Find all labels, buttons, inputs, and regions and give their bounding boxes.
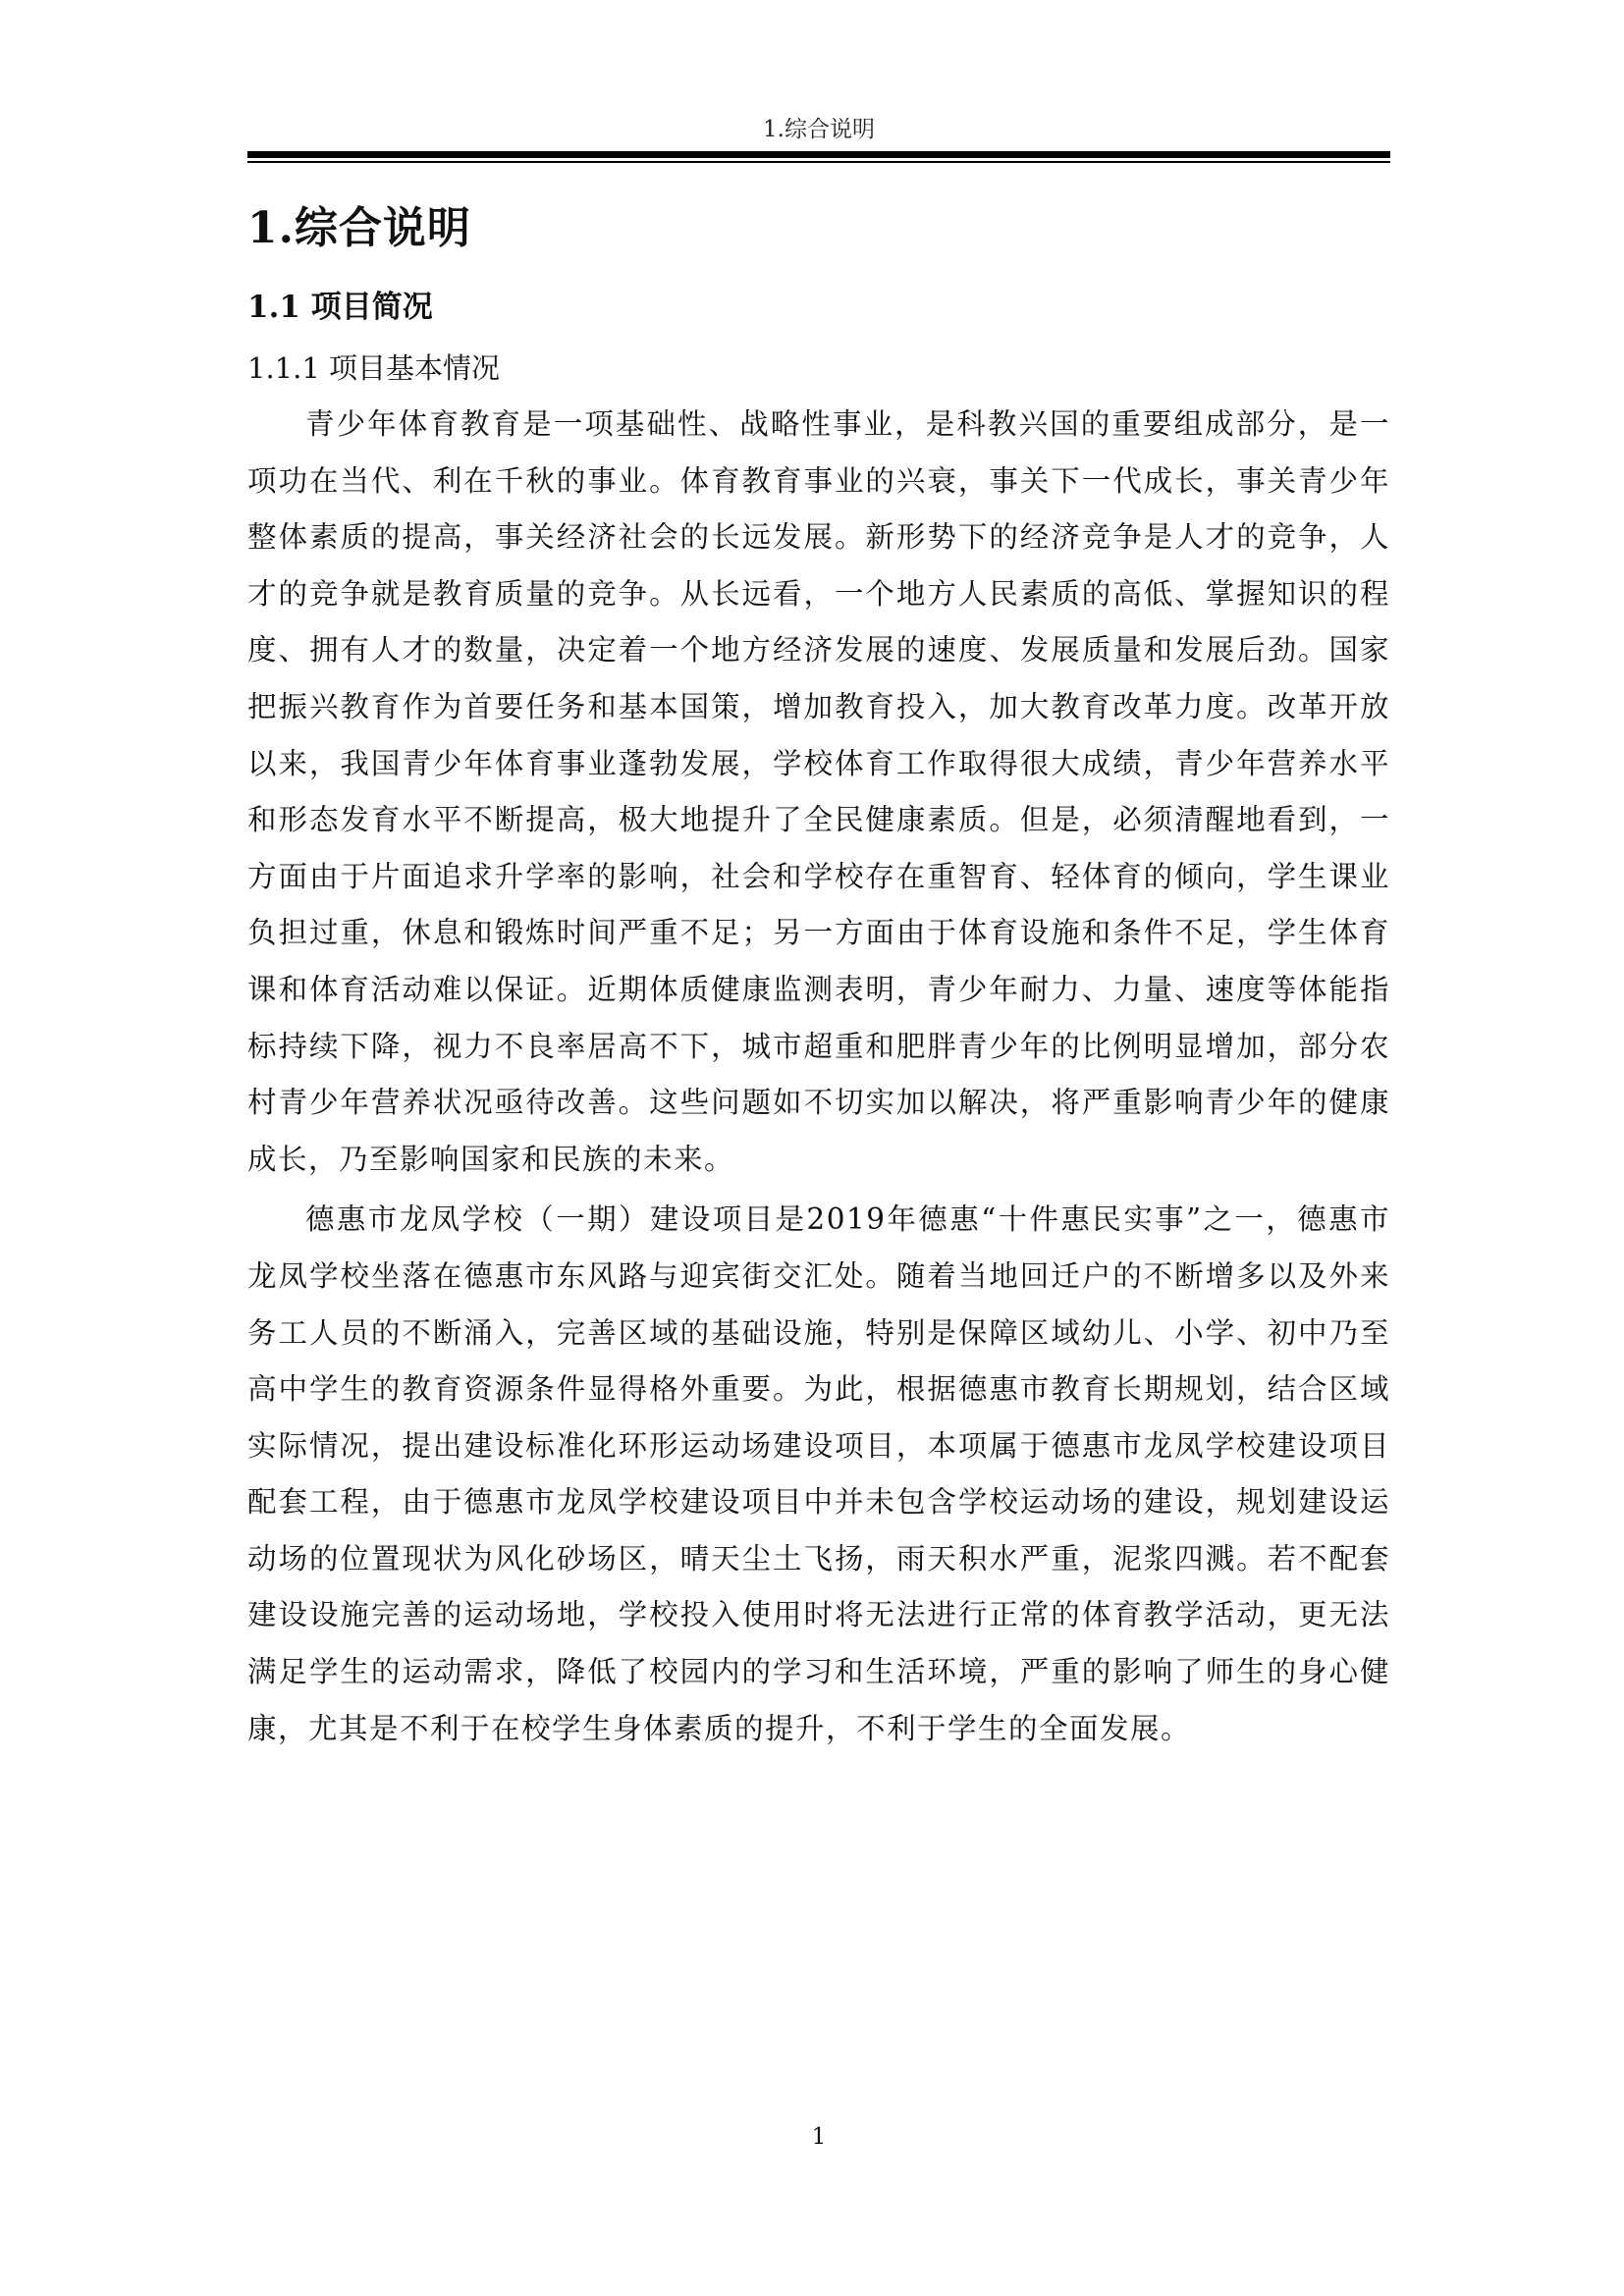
- running-header: 1.综合说明: [763, 117, 875, 142]
- page-content: [247, 196, 1390, 1757]
- section-title: 1.1 项目简况: [247, 290, 433, 325]
- header-rule-thick: [247, 151, 1390, 158]
- chapter-title: 1.综合说明: [247, 203, 471, 253]
- page-number: 1: [811, 2124, 827, 2150]
- body-paragraph-2: 德惠市龙凤学校（一期）建设项目是2019年德惠“十件惠民实事”之一，德惠市龙凤学校坐落在德惠市东风路与迎宾街交汇处。随着当地回迁户的不断增多以及外来务工人员的不断涌入，完善区域的基础设施，特别是保障区域幼儿、小学、初中乃至高中学生的教育资源条件显得格外重要。为此，根据德惠市教育长期规划，结合区域实际情况，提出建设标准化环形运动场建设项目，本项属于德惠市龙凤学校建设项目配套工程，由于德惠市龙凤学校建设项目中并未包含学校运动场的建设，规划建设运动场的位置现状为风化砂场区，晴天尘土飞扬，雨天积水严重，泥浆四溅。若不配套建设设施完善的运动场地，学校投入使用时将无法进行正常的体育教学活动，更无法满足学生的运动需求，降低了校园内的学习和生活环境，严重的影响了师生的身心健康，尤其是不利于在校学生身体素质的提升，不利于学生的全面发展。: [247, 1202, 1390, 1745]
- subsection-title: 1.1.1 项目基本情况: [247, 351, 501, 385]
- body-paragraph-1: 青少年体育教育是一项基础性、战略性事业，是科教兴国的重要组成部分，是一项功在当代、利在千秋的事业。体育教育事业的兴衰，事关下一代成长，事关青少年整体素质的提高，事关经济社会的长远发展。新形势下的经济竞争是人才的竞争，人才的竞争就是教育质量的竞争。从长远看，一个地方人民素质的高低、掌握知识的程度、拥有人才的数量，决定着一个地方经济发展的速度、发展质量和发展后劲。国家把振兴教育作为首要任务和基本国策，增加教育投入，加大教育改革力度。改革开放以来，我国青少年体育事业蓬勃发展，学校体育工作取得很大成绩，青少年营养水平和形态发育水平不断提高，极大地提升了全民健康素质。但是，必须清醒地看到，一方面由于片面追求升学率的影响，社会和学校存在重智育、轻体育的倾向，学生课业负担过重，休息和锻炼时间严重不足；另一方面由于体育设施和条件不足，学生体育课和体育活动难以保证。近期体质健康监测表明，青少年耐力、力量、速度等体能指标持续下降，视力不良率居高不下，城市超重和肥胖青少年的比例明显增加，部分农村青少年营养状况亟待改善。这些问题如不切实加以解决，将严重影响青少年的健康成长，乃至影响国家和民族的未来。: [247, 407, 1390, 1176]
- header-rule-thin: [247, 161, 1390, 163]
